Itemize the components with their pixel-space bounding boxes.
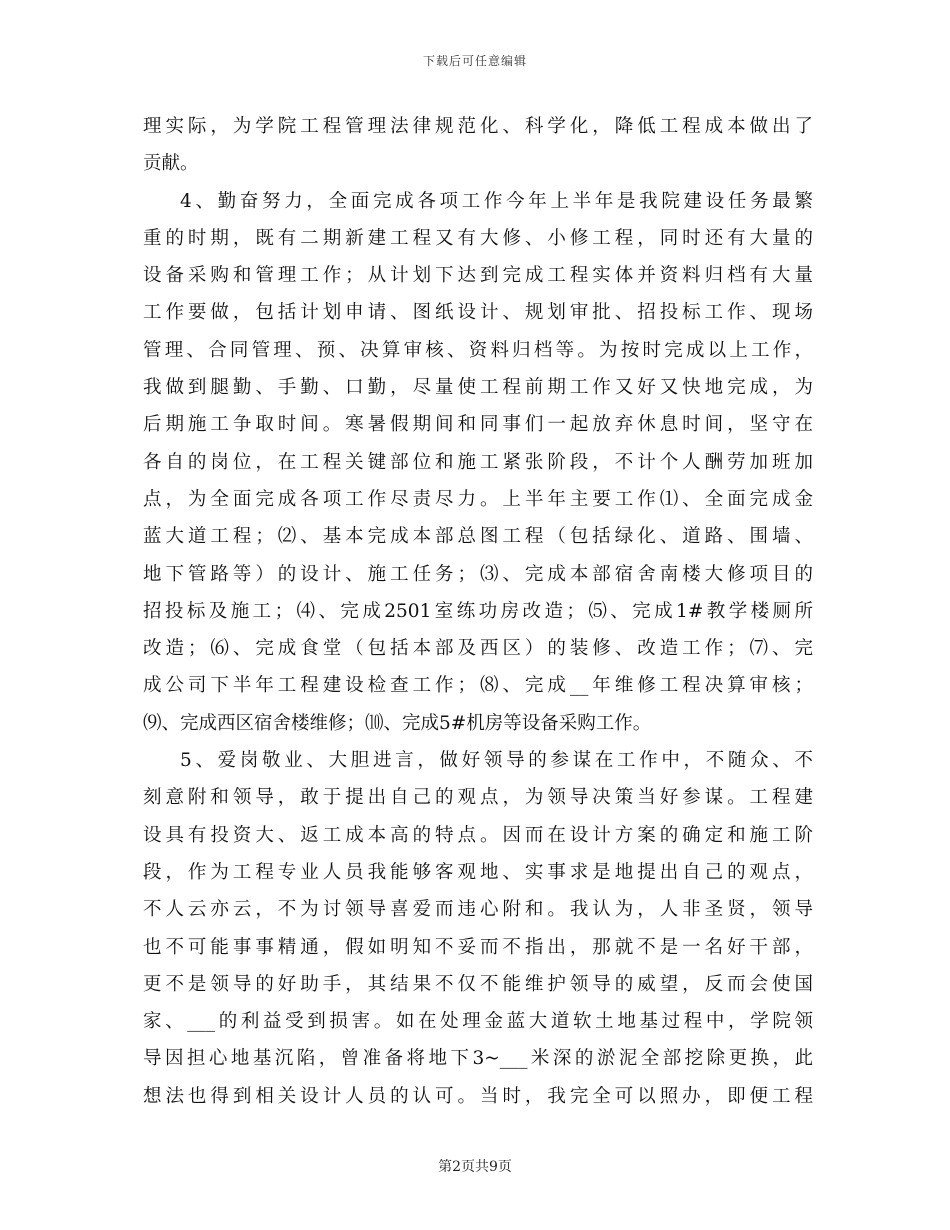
text-line: 招投标及施工；⑷、完成2501室练功房改造；⑸、完成1#教学楼厕所 bbox=[143, 600, 813, 622]
text-line: 刻意附和领导，敢于提出自己的观点，为领导决策当好参谋。工程建 bbox=[143, 787, 813, 809]
text-line: 蓝大道工程；⑵、基本完成本部总图工程（包括绿化、道路、围墙、 bbox=[143, 526, 813, 548]
text-line: 管理、合同管理、预、决算审核、资料归档等。为按时完成以上工作， bbox=[143, 339, 813, 361]
text-line: 工作要做，包括计划申请、图纸设计、规划审批、招投标工作、现场 bbox=[143, 302, 813, 324]
text-line: 设备采购和管理工作；从计划下达到完成工程实体并资料归档有大量 bbox=[143, 265, 813, 287]
paragraph-start-line: 4、勤奋努力，全面完成各项工作今年上半年是我院建设任务最繁 bbox=[180, 190, 813, 212]
text-line: 家、___的利益受到损害。如在处理金蓝大道软土地基过程中，学院领 bbox=[143, 1011, 813, 1033]
text-line: 不人云亦云，不为讨领导喜爱而违心附和。我认为，人非圣贤，领导 bbox=[143, 899, 813, 921]
page-number: 第2页共9页 bbox=[438, 1159, 512, 1175]
text-line: 成公司下半年工程建设检查工作；⑻、完成__年维修工程决算审核； bbox=[143, 675, 813, 697]
text-line: 设具有投资大、返工成本高的特点。因而在设计方案的确定和施工阶 bbox=[143, 824, 813, 846]
text-line: 导因担心地基沉陷，曾准备将地下3~___米深的淤泥全部挖除更换，此 bbox=[143, 1048, 813, 1070]
paragraph-start-line: 5、爱岗敬业、大胆进言，做好领导的参谋在工作中，不随众、不 bbox=[180, 750, 813, 772]
text-line: 贡献。 bbox=[143, 153, 199, 175]
text-line: 理实际，为学院工程管理法律规范化、科学化，降低工程成本做出了 bbox=[143, 116, 813, 137]
text-line: ⑼、完成西区宿舍楼维修；⑽、完成5#机房等设备采购工作。 bbox=[143, 712, 652, 734]
page-header: 下载后可任意编辑 bbox=[422, 54, 527, 68]
document-body bbox=[143, 108, 813, 1115]
text-line: 点，为全面完成各项工作尽责尽力。上半年主要工作⑴、全面完成金 bbox=[143, 488, 813, 510]
text-line: 重的时期，既有二期新建工程又有大修、小修工程，同时还有大量的 bbox=[143, 227, 813, 249]
text-line: 后期施工争取时间。寒暑假期间和同事们一起放弃休息时间，坚守在 bbox=[143, 414, 813, 436]
text-line: 改造；⑹、完成食堂（包括本部及西区）的装修、改造工作；⑺、完 bbox=[143, 638, 813, 660]
text-line: 我做到腿勤、手勤、口勤，尽量使工程前期工作又好又快地完成，为 bbox=[143, 377, 813, 399]
text-line: 各自的岗位，在工程关键部位和施工紧张阶段，不计个人酬劳加班加 bbox=[143, 451, 813, 473]
text-line: 段，作为工程专业人员我能够客观地、实事求是地提出自己的观点， bbox=[143, 861, 813, 883]
text-line: 地下管路等）的设计、施工任务；⑶、完成本部宿舍南楼大修项目的 bbox=[143, 563, 813, 585]
text-line: 也不可能事事精通，假如明知不妥而不指出，那就不是一名好干部， bbox=[143, 936, 813, 958]
text-line: 想法也得到相关设计人员的认可。当时，我完全可以照办，即便工程 bbox=[143, 1085, 813, 1107]
text-line: 更不是领导的好助手，其结果不仅不能维护领导的威望，反而会使国 bbox=[143, 973, 813, 995]
